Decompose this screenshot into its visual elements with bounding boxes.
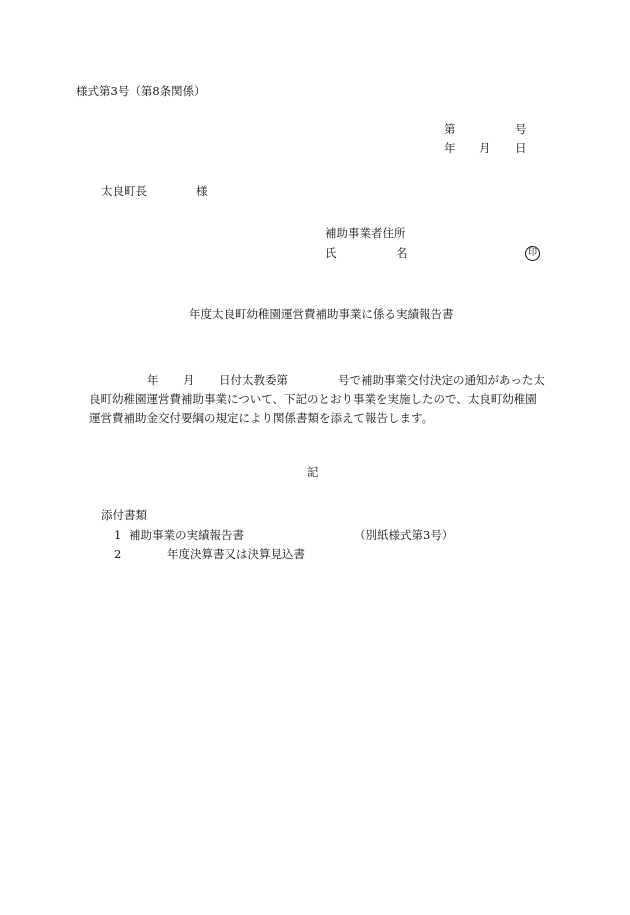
attachments-heading: 添付書類 (101, 508, 147, 522)
applicant-address-label: 補助事業者住所 (325, 226, 406, 240)
doc-number-go: 号 (515, 122, 527, 136)
body-month: 月 (183, 373, 195, 387)
doc-number-dai: 第 (444, 122, 456, 136)
ki-heading: 記 (307, 465, 319, 479)
body-line-3: 運営費補助金交付要綱の規定により関係書類を添えて報告します。 (89, 411, 434, 425)
form-label: 様式第3号（第8条関係） (76, 84, 206, 98)
body-date-ref: 日付太教委第 (219, 373, 288, 387)
body-notice-text: 号で補助事業交付決定の通知があった太 (338, 373, 545, 387)
body-line-2: 良町幼稚園運営費補助事業について、下記のとおり事業を実施したので、太良町幼稚園 (89, 392, 537, 406)
applicant-name-label-1: 氏 (325, 246, 337, 260)
attachment-2-number: 2 (114, 547, 122, 561)
attachment-1-number: 1 (114, 528, 122, 542)
attachment-1-label: 補助事業の実績報告書 (129, 528, 244, 542)
addressee-honorific: 様 (196, 184, 208, 198)
applicant-name-label-2: 名 (396, 246, 408, 260)
body-year: 年 (147, 373, 159, 387)
date-month: 月 (479, 141, 491, 155)
date-year: 年 (444, 141, 456, 155)
attachment-1-note: （別紙様式第3号） (354, 528, 454, 542)
addressee-name: 太良町長 (101, 184, 147, 198)
seal-mark: 印 (525, 246, 540, 261)
date-day: 日 (515, 141, 527, 155)
attachment-2-label: 年度決算書又は決算見込書 (167, 547, 305, 561)
document-title: 年度太良町幼稚園運営費補助事業に係る実績報告書 (189, 307, 454, 321)
